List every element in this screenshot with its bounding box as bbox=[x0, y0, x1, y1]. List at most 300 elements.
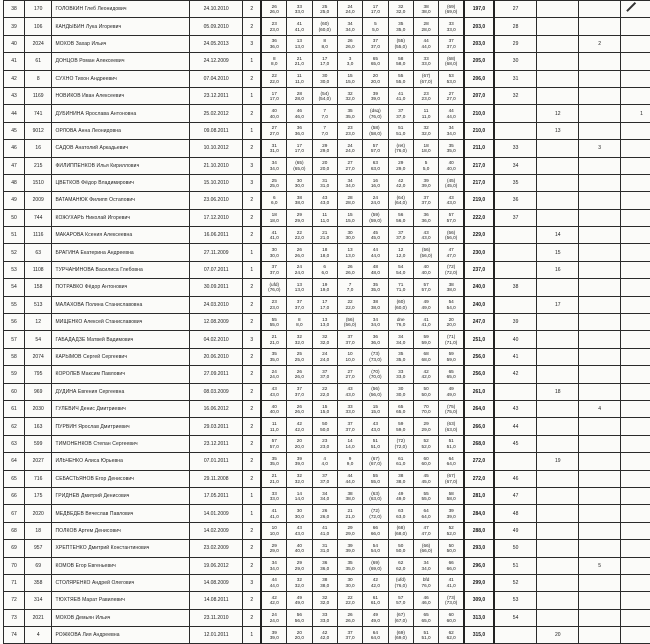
class-cell: 2 bbox=[243, 557, 262, 574]
race-place: 24 bbox=[262, 612, 286, 618]
position-cell: 45 bbox=[4, 122, 25, 139]
race-place: 34 bbox=[338, 178, 362, 184]
overall-place-cell: 29 bbox=[494, 35, 537, 52]
race-points: 21,0 bbox=[313, 235, 337, 241]
birth-date-cell: 23.02.2009 bbox=[190, 540, 243, 557]
race-place: 68 bbox=[414, 351, 438, 357]
race-score-cell bbox=[363, 70, 388, 87]
race-place: 38 bbox=[389, 473, 413, 479]
sail-number-cell: 54 bbox=[24, 331, 52, 348]
athlete-name-cell: МЕДВЕДЕВ Вячеслав Павлович bbox=[52, 505, 190, 522]
race-points: 36,0 bbox=[287, 131, 311, 137]
race-place: 26 bbox=[287, 404, 311, 410]
girls-place-cell: 14 bbox=[537, 227, 579, 244]
race-points: 24,0 bbox=[262, 618, 286, 624]
race-score-cell bbox=[388, 540, 413, 557]
race-score-cell bbox=[388, 470, 413, 487]
race-place: 28 bbox=[338, 195, 362, 201]
race-place: 15 bbox=[363, 404, 387, 410]
race-score-cell bbox=[413, 348, 438, 365]
race-score-cell bbox=[363, 105, 388, 122]
race-points: 56,0 bbox=[389, 218, 413, 224]
race-score-cell bbox=[337, 209, 362, 226]
total-points-cell: 207,0 bbox=[464, 87, 494, 104]
race-score-cell bbox=[439, 470, 464, 487]
race-score-cell bbox=[439, 505, 464, 522]
table-row bbox=[4, 348, 650, 365]
sail-number-cell: 2030 bbox=[24, 400, 52, 417]
race-place: 49 bbox=[363, 612, 387, 618]
race-score-cell bbox=[337, 261, 362, 278]
race-place: 24 bbox=[287, 264, 311, 270]
race-score-cell bbox=[439, 418, 464, 435]
race-points: 34,0 bbox=[439, 131, 463, 137]
race-score-cell bbox=[261, 348, 286, 365]
birth-date-cell: 12.08.2009 bbox=[190, 314, 243, 331]
sail-number-cell: 1116 bbox=[24, 227, 52, 244]
birth-date-cell: 23.06.2010 bbox=[190, 192, 243, 209]
race-points: 30,0 bbox=[389, 392, 413, 398]
race-points: 17,0 bbox=[262, 96, 286, 102]
race-score-cell bbox=[312, 209, 337, 226]
race-place: 11 bbox=[313, 212, 337, 218]
race-score-cell bbox=[388, 296, 413, 313]
race-place: 29 bbox=[287, 212, 311, 218]
overall-place-cell: 43 bbox=[494, 400, 537, 417]
athlete-name-cell: ИЛЬЧЕНКО Алиса Юрьевна bbox=[52, 453, 190, 470]
race-score-cell bbox=[287, 279, 312, 296]
age-group-place-cell bbox=[579, 157, 621, 174]
race-points: (73,0) bbox=[439, 600, 463, 606]
birth-date-cell: 14.01.2009 bbox=[190, 505, 243, 522]
class-cell: 2 bbox=[243, 296, 262, 313]
race-place: 37 bbox=[338, 630, 362, 636]
race-score-cell bbox=[312, 314, 337, 331]
race-score-cell bbox=[287, 140, 312, 157]
race-score-cell bbox=[363, 627, 388, 644]
race-score-cell bbox=[337, 244, 362, 261]
race-place: 6 bbox=[313, 264, 337, 270]
overall-place-cell: 36 bbox=[494, 192, 537, 209]
race-score-cell bbox=[388, 122, 413, 139]
girls-place-cell: 19 bbox=[537, 453, 579, 470]
race-score-cell bbox=[413, 487, 438, 504]
race-place: 37 bbox=[313, 473, 337, 479]
overall-place-cell: 38 bbox=[494, 279, 537, 296]
race-score-cell bbox=[261, 227, 286, 244]
race-place: 42 bbox=[389, 178, 413, 184]
race-score-cell bbox=[287, 383, 312, 400]
race-place: 25 bbox=[287, 351, 311, 357]
race-score-cell bbox=[261, 1, 286, 18]
table-row bbox=[4, 87, 650, 104]
race-points: 76,0 bbox=[389, 322, 413, 328]
race-score-cell bbox=[312, 53, 337, 70]
total-points-cell: 230,0 bbox=[464, 244, 494, 261]
race-place: 14 bbox=[338, 438, 362, 444]
sail-number-cell: 2027 bbox=[24, 453, 52, 470]
table-row bbox=[4, 522, 650, 539]
overall-place-cell: 54 bbox=[494, 609, 537, 626]
race-score-cell bbox=[363, 1, 388, 18]
race-place: bfd bbox=[414, 577, 438, 583]
table-row bbox=[4, 18, 650, 35]
race-place: 58 bbox=[389, 56, 413, 62]
race-score-cell bbox=[287, 348, 312, 365]
age-group-place-cell bbox=[579, 487, 621, 504]
race-points: 18,0 bbox=[313, 253, 337, 259]
race-place: 29 bbox=[287, 560, 311, 566]
race-points: 59,0 bbox=[414, 340, 438, 346]
position-cell: 43 bbox=[4, 87, 25, 104]
race-points: 18,0 bbox=[414, 148, 438, 154]
race-score-cell bbox=[413, 261, 438, 278]
race-score-cell bbox=[363, 279, 388, 296]
position-cell: 63 bbox=[4, 435, 25, 452]
race-points: 30,0 bbox=[287, 183, 311, 189]
race-score-cell bbox=[388, 557, 413, 574]
race-score-cell bbox=[439, 609, 464, 626]
race-score-cell bbox=[388, 279, 413, 296]
race-points: (72,0) bbox=[439, 270, 463, 276]
race-place: 35 bbox=[338, 108, 362, 114]
sail-number-cell: 215 bbox=[24, 157, 52, 174]
race-score-cell bbox=[439, 1, 464, 18]
race-points: 34,0 bbox=[313, 496, 337, 502]
athlete-name-cell: БРАГИНА Екатерина Андреевна bbox=[52, 244, 190, 261]
sail-number-cell: 18 bbox=[24, 522, 52, 539]
race-score-cell bbox=[287, 366, 312, 383]
race-points: 20,0 bbox=[287, 635, 311, 641]
total-points-cell: 284,0 bbox=[464, 505, 494, 522]
race-place: 8 bbox=[287, 317, 311, 323]
girls-place-cell: 15 bbox=[537, 244, 579, 261]
birth-date-cell: 07.01.2011 bbox=[190, 453, 243, 470]
race-score-cell bbox=[261, 70, 286, 87]
race-place: (69) bbox=[363, 560, 387, 566]
race-place: 37 bbox=[313, 369, 337, 375]
sail-number-cell: 63 bbox=[24, 244, 52, 261]
extra-place-cell bbox=[621, 557, 650, 574]
race-place: (67) bbox=[389, 612, 413, 618]
table-row bbox=[4, 383, 650, 400]
class-cell: 2 bbox=[243, 192, 262, 209]
race-place: (67) bbox=[439, 473, 463, 479]
total-points-cell: 240,0 bbox=[464, 296, 494, 313]
class-cell: 2 bbox=[243, 609, 262, 626]
birth-date-cell: 07.07.2011 bbox=[190, 261, 243, 278]
race-place: 34 bbox=[338, 21, 362, 27]
race-points: 15,0 bbox=[338, 218, 362, 224]
race-score-cell bbox=[363, 366, 388, 383]
race-place: 47 bbox=[439, 247, 463, 253]
age-group-place-cell bbox=[579, 470, 621, 487]
race-score-cell bbox=[388, 18, 413, 35]
race-place: 17 bbox=[313, 56, 337, 62]
race-score-cell bbox=[439, 227, 464, 244]
position-cell: 59 bbox=[4, 366, 25, 383]
race-points: (54,0) bbox=[313, 96, 337, 102]
overall-place-cell bbox=[494, 244, 537, 261]
race-score-cell bbox=[413, 522, 438, 539]
race-place: 20 bbox=[287, 630, 311, 636]
birth-date-cell: 30.09.2011 bbox=[190, 279, 243, 296]
race-points: 33,0 bbox=[414, 61, 438, 67]
girls-place-cell bbox=[537, 70, 579, 87]
race-points: 15,0 bbox=[313, 409, 337, 415]
race-points: 49,0 bbox=[363, 618, 387, 624]
race-place: 49 bbox=[389, 491, 413, 497]
extra-place-cell bbox=[621, 227, 650, 244]
extra-place-cell bbox=[621, 314, 650, 331]
race-points: 45,0 bbox=[414, 479, 438, 485]
race-points: 60,0 bbox=[414, 461, 438, 467]
overall-place-cell: 32 bbox=[494, 87, 537, 104]
class-cell: 2 bbox=[243, 348, 262, 365]
sail-number-cell: 795 bbox=[24, 366, 52, 383]
race-score-cell bbox=[413, 18, 438, 35]
race-score-cell bbox=[337, 592, 362, 609]
race-points: 49,0 bbox=[414, 305, 438, 311]
race-points: 12,0 bbox=[389, 253, 413, 259]
race-points: 43,0 bbox=[313, 200, 337, 206]
extra-place-cell bbox=[621, 609, 650, 626]
race-score-cell bbox=[363, 557, 388, 574]
class-cell: 2 bbox=[243, 592, 262, 609]
race-place: (60) bbox=[313, 21, 337, 27]
race-points: (59,0) bbox=[363, 218, 387, 224]
table-row bbox=[4, 487, 650, 504]
age-group-place-cell: 4 bbox=[579, 400, 621, 417]
race-place: (72) bbox=[439, 264, 463, 270]
race-score-cell bbox=[287, 627, 312, 644]
race-place: 57 bbox=[439, 212, 463, 218]
race-points: 55,0 bbox=[414, 496, 438, 502]
race-points: 43,0 bbox=[287, 531, 311, 537]
race-points: 37,0 bbox=[338, 635, 362, 641]
race-place: 29 bbox=[338, 525, 362, 531]
total-points-cell: 217,0 bbox=[464, 174, 494, 191]
race-score-cell bbox=[439, 122, 464, 139]
race-place: 37 bbox=[262, 264, 286, 270]
race-score-cell bbox=[287, 522, 312, 539]
girls-place-cell bbox=[537, 592, 579, 609]
race-score-cell bbox=[261, 383, 286, 400]
race-place: 13 bbox=[313, 317, 337, 323]
race-score-cell bbox=[261, 105, 286, 122]
race-score-cell bbox=[287, 314, 312, 331]
class-cell: 2 bbox=[243, 18, 262, 35]
race-place: 40 bbox=[287, 543, 311, 549]
race-place: 20 bbox=[313, 160, 337, 166]
race-score-cell bbox=[413, 296, 438, 313]
race-score-cell bbox=[287, 609, 312, 626]
race-place: 54 bbox=[363, 543, 387, 549]
position-cell: 71 bbox=[4, 574, 25, 591]
race-score-cell bbox=[337, 105, 362, 122]
race-points: 35,0 bbox=[363, 287, 387, 293]
race-place: 48 bbox=[363, 264, 387, 270]
sail-number-cell: 175 bbox=[24, 487, 52, 504]
age-group-place-cell bbox=[579, 418, 621, 435]
race-score-cell bbox=[363, 522, 388, 539]
birth-date-cell: 09.08.2011 bbox=[190, 122, 243, 139]
race-points: 22,0 bbox=[313, 392, 337, 398]
race-place: 65 bbox=[414, 612, 438, 618]
race-points: 43,0 bbox=[338, 392, 362, 398]
age-group-place-cell bbox=[579, 574, 621, 591]
age-group-place-cell bbox=[579, 435, 621, 452]
race-points: (76,0) bbox=[363, 114, 387, 120]
race-place: 27 bbox=[338, 160, 362, 166]
race-points: 3,0 bbox=[338, 61, 362, 67]
race-score-cell bbox=[261, 505, 286, 522]
race-points: 55,0 bbox=[389, 79, 413, 85]
race-points: 45,0 bbox=[363, 235, 387, 241]
race-place: 46 bbox=[287, 108, 311, 114]
race-points: 31,0 bbox=[262, 148, 286, 154]
race-points: 58,0 bbox=[389, 61, 413, 67]
race-score-cell bbox=[388, 1, 413, 18]
race-score-cell bbox=[388, 383, 413, 400]
race-place: 44 bbox=[363, 247, 387, 253]
sail-number-cell: 61 bbox=[24, 53, 52, 70]
birth-date-cell: 23.12.2011 bbox=[190, 87, 243, 104]
race-points: 59,0 bbox=[389, 427, 413, 433]
race-place: (56) bbox=[414, 247, 438, 253]
race-points: 35,0 bbox=[338, 566, 362, 572]
birth-date-cell: 10.10.2012 bbox=[190, 140, 243, 157]
birth-date-cell: 16.06.2011 bbox=[190, 227, 243, 244]
race-points: 11,0 bbox=[262, 427, 286, 433]
race-points: 42,0 bbox=[287, 427, 311, 433]
race-place: 35 bbox=[262, 351, 286, 357]
race-score-cell bbox=[363, 174, 388, 191]
race-score-cell bbox=[413, 540, 438, 557]
race-place: 64 bbox=[439, 456, 463, 462]
race-points: 49,0 bbox=[287, 600, 311, 606]
table-row bbox=[4, 592, 650, 609]
position-cell: 38 bbox=[4, 1, 25, 18]
class-cell: 1 bbox=[243, 53, 262, 70]
extra-place-cell bbox=[621, 35, 650, 52]
birth-date-cell: 04.02.2010 bbox=[190, 331, 243, 348]
race-score-cell bbox=[261, 157, 286, 174]
table-row bbox=[4, 400, 650, 417]
race-score-cell bbox=[312, 70, 337, 87]
race-score-cell bbox=[363, 296, 388, 313]
position-cell: 64 bbox=[4, 453, 25, 470]
race-score-cell bbox=[287, 331, 312, 348]
race-points: 23,0 bbox=[338, 131, 362, 137]
race-score-cell bbox=[337, 505, 362, 522]
race-place: 38 bbox=[439, 282, 463, 288]
race-score-cell bbox=[363, 574, 388, 591]
race-points: 38,0 bbox=[287, 200, 311, 206]
race-place: 27 bbox=[439, 91, 463, 97]
race-place: 7 bbox=[313, 108, 337, 114]
race-score-cell bbox=[312, 487, 337, 504]
race-place: 6 bbox=[262, 195, 286, 201]
total-points-cell: 206,0 bbox=[464, 70, 494, 87]
race-place: (69) bbox=[439, 4, 463, 10]
total-points-cell: 309,0 bbox=[464, 592, 494, 609]
race-points: 34,0 bbox=[338, 183, 362, 189]
race-points: 26,0 bbox=[287, 253, 311, 259]
race-points: 37,0 bbox=[363, 44, 387, 50]
race-score-cell bbox=[363, 505, 388, 522]
race-score-cell bbox=[413, 627, 438, 644]
race-points: 65,0 bbox=[414, 618, 438, 624]
race-points: 66,0 bbox=[363, 531, 387, 537]
race-score-cell bbox=[388, 627, 413, 644]
race-score-cell bbox=[337, 435, 362, 452]
race-score-cell bbox=[439, 557, 464, 574]
sail-number-cell: 358 bbox=[24, 574, 52, 591]
race-points: 37,0 bbox=[287, 305, 311, 311]
athlete-name-cell: КОРОЛЕВ Максим Павлович bbox=[52, 366, 190, 383]
girls-place-cell: 12 bbox=[537, 105, 579, 122]
race-points: (71,0) bbox=[439, 340, 463, 346]
race-score-cell bbox=[337, 70, 362, 87]
race-points: 34,0 bbox=[262, 166, 286, 172]
race-place: 35 bbox=[262, 456, 286, 462]
race-score-cell bbox=[287, 400, 312, 417]
race-place: (55) bbox=[389, 38, 413, 44]
race-place: 42 bbox=[313, 630, 337, 636]
extra-place-cell bbox=[621, 383, 650, 400]
table-row bbox=[4, 557, 650, 574]
race-score-cell bbox=[413, 279, 438, 296]
age-group-place-cell bbox=[579, 105, 621, 122]
race-place: 26 bbox=[313, 508, 337, 514]
race-place: 36 bbox=[313, 560, 337, 566]
class-cell: 2 bbox=[243, 70, 262, 87]
race-score-cell bbox=[439, 140, 464, 157]
race-points: (76,0) bbox=[389, 148, 413, 154]
race-place: 37 bbox=[287, 299, 311, 305]
age-group-place-cell bbox=[579, 18, 621, 35]
race-points: 33,0 bbox=[338, 409, 362, 415]
race-points: 38,0 bbox=[414, 9, 438, 15]
race-score-cell bbox=[312, 18, 337, 35]
race-points: 37,0 bbox=[389, 235, 413, 241]
race-points: 11,0 bbox=[414, 114, 438, 120]
race-points: 51,0 bbox=[414, 635, 438, 641]
race-points: 29,0 bbox=[389, 166, 413, 172]
overall-place-cell: 50 bbox=[494, 540, 537, 557]
race-place: (56) bbox=[338, 317, 362, 323]
race-place: dne bbox=[389, 317, 413, 323]
position-cell: 70 bbox=[4, 557, 25, 574]
age-group-place-cell bbox=[579, 592, 621, 609]
race-score-cell bbox=[363, 540, 388, 557]
race-place: 24 bbox=[363, 195, 387, 201]
race-points: (65,0) bbox=[287, 166, 311, 172]
extra-place-cell bbox=[621, 505, 650, 522]
sail-number-cell: 170 bbox=[24, 1, 52, 18]
race-score-cell bbox=[337, 279, 362, 296]
race-score-cell bbox=[439, 383, 464, 400]
race-score-cell bbox=[388, 522, 413, 539]
race-points: 8,0 bbox=[287, 322, 311, 328]
athlete-name-cell: КОМОВ Егор Евгеньевич bbox=[52, 557, 190, 574]
total-points-cell: 240,0 bbox=[464, 279, 494, 296]
race-score-cell bbox=[337, 627, 362, 644]
race-points: (69,0) bbox=[363, 566, 387, 572]
race-points: 41,0 bbox=[287, 27, 311, 33]
race-points: 63,0 bbox=[363, 166, 387, 172]
